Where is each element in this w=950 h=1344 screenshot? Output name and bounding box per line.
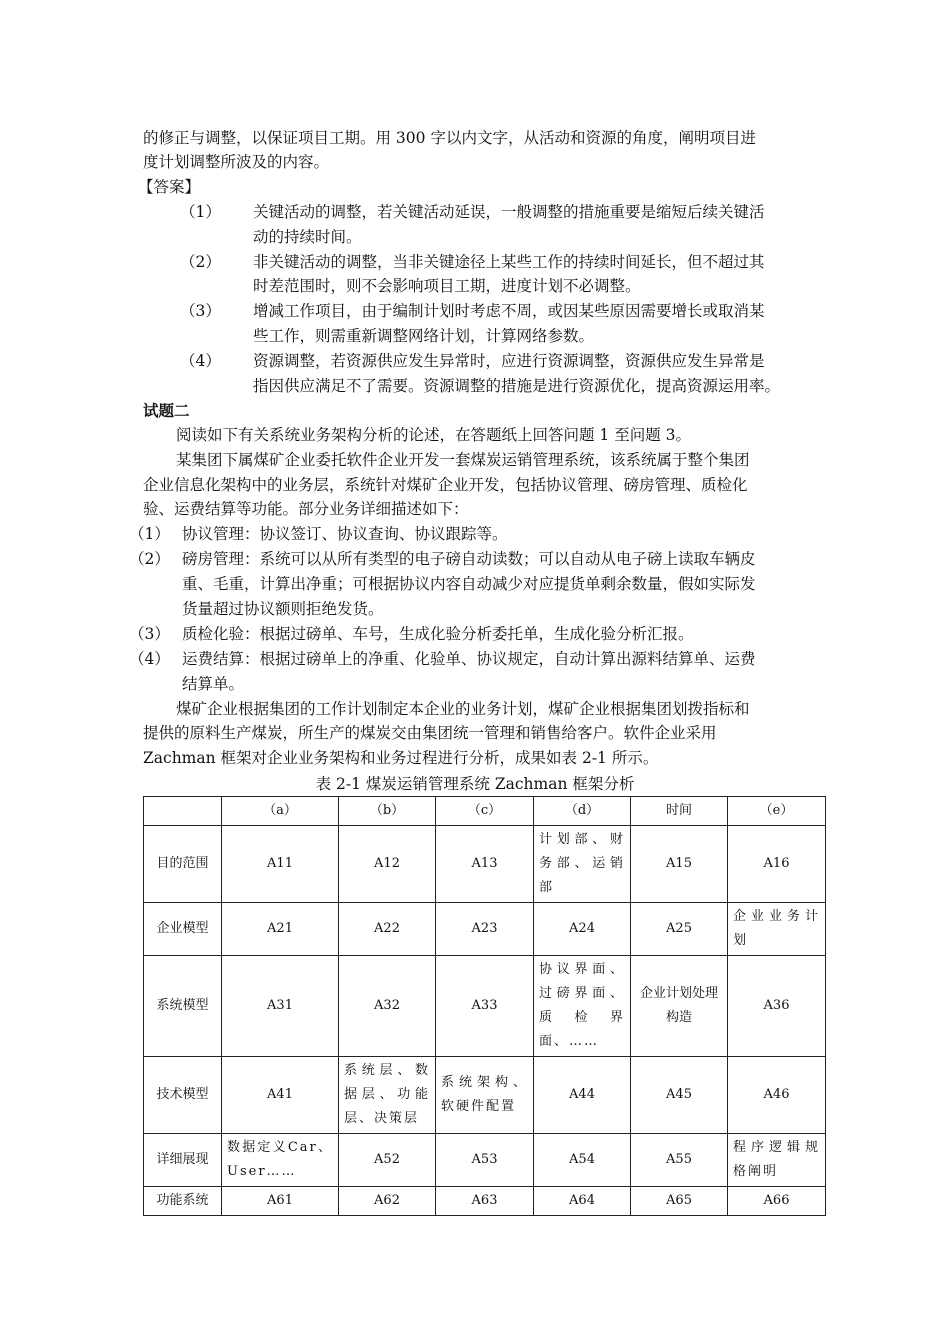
table-cell: A13 <box>436 826 534 903</box>
section-para-3-line-1: 煤矿企业根据集团的工作计划制定本企业的业务计划，煤矿企业根据集团划拨指标和 <box>176 700 750 718</box>
table-cell: A66 <box>728 1187 826 1216</box>
table-cell: 系统架构、软硬件配置 <box>436 1057 534 1134</box>
item-2-number: （2） <box>129 550 170 568</box>
table-cell: A62 <box>339 1187 436 1216</box>
table-cell: 企业计划处理构造 <box>631 956 728 1057</box>
item-1-line-1: 协议管理：协议签订、协议查询、协议跟踪等。 <box>182 525 508 543</box>
table-cell: A22 <box>339 903 436 956</box>
table-row <box>144 1134 826 1187</box>
table-cell: A36 <box>728 956 826 1057</box>
header-cell <box>144 797 222 826</box>
table-cell: A45 <box>631 1057 728 1134</box>
item-2-line-2: 重、毛重，计算出净重；可根据协议内容自动减少对应提货单剩余数量，假如实际发 <box>182 575 756 593</box>
table-cell: A64 <box>534 1187 631 1216</box>
answer-label: 【答案】 <box>138 178 201 196</box>
section-para-3-line-3: Zachman 框架对企业业务架构和业务过程进行分析，成果如表 2-1 所示。 <box>143 749 659 767</box>
intro-line-1: 的修正与调整，以保证项目工期。用 300 字以内文字，从活动和资源的角度，阐明项目进 <box>143 129 756 147</box>
table-cell: 系统层、数据层、功能层、决策层 <box>339 1057 436 1134</box>
table-cell: A21 <box>222 903 339 956</box>
table-cell: 协议界面、过磅界面、质检界面、…… <box>534 956 631 1057</box>
answer-3-line-2: 些工作，则需重新调整网络计划，计算网络参数。 <box>253 327 595 345</box>
section-para-3-line-2: 提供的原料生产煤炭，所生产的煤炭交由集团统一管理和销售给客户。软件企业采用 <box>143 724 717 742</box>
table-cell: A52 <box>339 1134 436 1187</box>
table-cell: A12 <box>339 826 436 903</box>
answer-4-line-2: 指因供应满足不了需要。资源调整的措施是进行资源优化，提高资源运用率。 <box>253 377 781 395</box>
section-para-2-line-1: 某集团下属煤矿企业委托软件企业开发一套煤炭运销管理系统，该系统属于整个集团 <box>176 451 750 469</box>
answer-2-number: （2） <box>180 253 221 271</box>
table-cell: A11 <box>222 826 339 903</box>
table-cell: A54 <box>534 1134 631 1187</box>
answer-1-line-1: 关键活动的调整，若关键活动延误，一般调整的措施重要是缩短后续关键活 <box>253 203 765 221</box>
table-cell: A55 <box>631 1134 728 1187</box>
section-title: 试题二 <box>143 401 190 420</box>
table-cell: A25 <box>631 903 728 956</box>
table-cell: A41 <box>222 1057 339 1134</box>
table-row <box>144 826 826 903</box>
row-label: 技术模型 <box>144 1057 222 1134</box>
table-cell: A61 <box>222 1187 339 1216</box>
zachman-table <box>143 796 826 1216</box>
table-row <box>144 1057 826 1134</box>
table-row <box>144 903 826 956</box>
table-cell: A32 <box>339 956 436 1057</box>
table-header-row <box>144 797 826 826</box>
item-3-number: （3） <box>129 625 170 643</box>
section-para-2-line-3: 验、运费结算等功能。部分业务详细描述如下： <box>143 500 469 518</box>
answer-3-line-1: 增减工作项目，由于编制计划时考虑不周，或因某些原因需要增长或取消某 <box>253 302 765 320</box>
item-2-line-1: 磅房管理：系统可以从所有类型的电子磅自动读数；可以自动从电子磅上读取车辆皮 <box>182 550 756 568</box>
header-cell: （c） <box>436 797 534 826</box>
row-label: 目的范围 <box>144 826 222 903</box>
answer-2-line-2: 时差范围时，则不会影响项目工期，进度计划不必调整。 <box>253 277 641 295</box>
section-para-1: 阅读如下有关系统业务架构分析的论述，在答题纸上回答问题 1 至问题 3。 <box>176 426 692 444</box>
table-cell: A33 <box>436 956 534 1057</box>
item-3-line-1: 质检化验：根据过磅单、车号，生成化验分析委托单，生成化验分析汇报。 <box>182 625 694 643</box>
table-cell: A24 <box>534 903 631 956</box>
table-cell: A63 <box>436 1187 534 1216</box>
answer-2-line-1: 非关键活动的调整，当非关键途径上某些工作的持续时间延长，但不超过其 <box>253 253 765 271</box>
row-label: 功能系统 <box>144 1187 222 1216</box>
table-cell: A15 <box>631 826 728 903</box>
item-4-number: （4） <box>129 650 170 668</box>
answer-1-number: （1） <box>180 203 221 221</box>
item-2-line-3: 货量超过协议额则拒绝发货。 <box>182 600 384 618</box>
item-4-line-2: 结算单。 <box>182 675 245 693</box>
table-cell: A16 <box>728 826 826 903</box>
row-label: 详细展现 <box>144 1134 222 1187</box>
row-label: 企业模型 <box>144 903 222 956</box>
table-cell: A44 <box>534 1057 631 1134</box>
table-row <box>144 956 826 1057</box>
table-cell: A53 <box>436 1134 534 1187</box>
header-cell: （d） <box>534 797 631 826</box>
answer-4-number: （4） <box>180 352 221 370</box>
table-caption: 表 2-1 煤炭运销管理系统 Zachman 框架分析 <box>315 775 635 793</box>
answer-4-line-1: 资源调整，若资源供应发生异常时，应进行资源调整，资源供应发生异常是 <box>253 352 765 370</box>
intro-line-2: 度计划调整所波及的内容。 <box>143 153 330 171</box>
header-cell: （b） <box>339 797 436 826</box>
header-cell: （a） <box>222 797 339 826</box>
answer-3-number: （3） <box>180 302 221 320</box>
table-cell: A65 <box>631 1187 728 1216</box>
table-cell: 计划部、财务部、运销部 <box>534 826 631 903</box>
row-label: 系统模型 <box>144 956 222 1057</box>
item-4-line-1: 运费结算：根据过磅单上的净重、化验单、协议规定，自动计算出源料结算单、运费 <box>182 650 756 668</box>
section-para-2-line-2: 企业信息化架构中的业务层，系统针对煤矿企业开发，包括协议管理、磅房管理、质检化 <box>143 476 748 494</box>
table-cell: 程序逻辑规格阐明 <box>728 1134 826 1187</box>
header-cell: （e） <box>728 797 826 826</box>
header-cell: 时间 <box>631 797 728 826</box>
table-row <box>144 1187 826 1216</box>
table-cell: A46 <box>728 1057 826 1134</box>
table-cell: A31 <box>222 956 339 1057</box>
answer-1-line-2: 动的持续时间。 <box>253 228 362 246</box>
table-cell: 企业业务计划 <box>728 903 826 956</box>
item-1-number: （1） <box>129 525 170 543</box>
table-cell: 数据定义Car、User…… <box>222 1134 339 1187</box>
table-cell: A23 <box>436 903 534 956</box>
